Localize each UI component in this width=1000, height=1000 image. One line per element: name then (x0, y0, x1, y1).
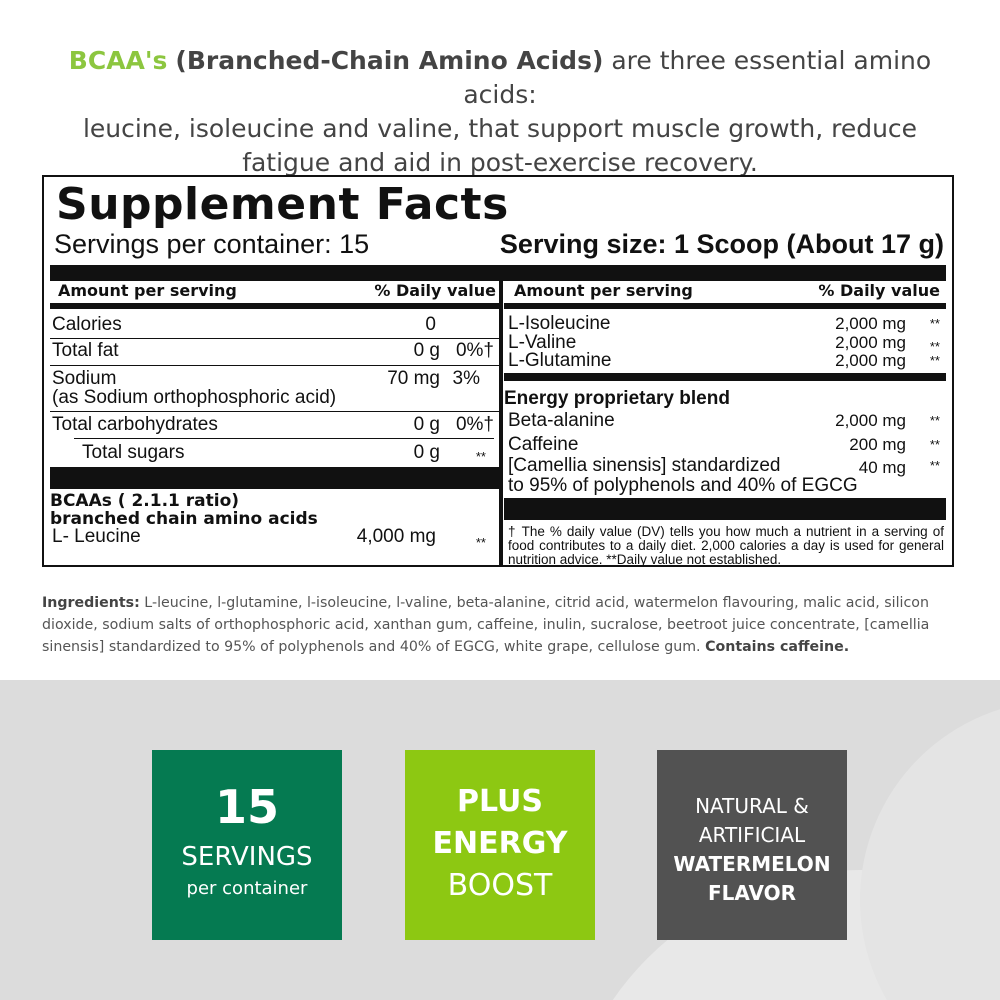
intro-line-1 (40, 44, 960, 112)
caffeine-label: Caffeine (508, 434, 579, 455)
valine-amount: 2,000 mg (835, 333, 906, 352)
header-dv-left: % Daily value (374, 281, 496, 300)
servings-tile (152, 750, 342, 940)
bcaa-title: BCAAs ( 2.1.1 ratio) (50, 491, 240, 511)
glutamine-dv: ** (929, 353, 940, 368)
isoleucine-dv: ** (929, 316, 940, 331)
black-band (504, 498, 946, 520)
valine-label: L-Valine (508, 332, 577, 353)
rule (50, 411, 500, 412)
leucine-amount: 4,000 mg (356, 526, 436, 547)
intro-term: BCAA's (68, 46, 168, 75)
flavor-line-1: NATURAL & (695, 794, 809, 818)
glutamine-label: L-Glutamine (508, 350, 612, 371)
servings-label: SERVINGS (181, 842, 313, 872)
serving-size: Serving size: 1 Scoop (About 17 g) (499, 229, 944, 259)
servings-number: 15 (214, 780, 279, 834)
energy-line-1: PLUS (456, 784, 543, 819)
leucine-label: L- Leucine (52, 526, 141, 547)
sodium-label: Sodium (52, 368, 117, 389)
sodium-sub: (as Sodium orthophosphoric acid) (52, 387, 337, 408)
total-fat-amount: 0 g (413, 340, 440, 361)
valine-dv: ** (929, 339, 940, 354)
sodium-dv: 3% (452, 368, 480, 389)
intro-line-3: fatigue and aid in post-exercise recovery. (242, 148, 758, 177)
facts-right-column (504, 281, 946, 565)
servings-per-container: Servings per container: 15 (54, 229, 370, 259)
facts-left-column (50, 281, 500, 565)
flavor-line-3: WATERMELON (673, 852, 831, 876)
carbs-dv: 0%† (455, 414, 494, 435)
thick-divider (50, 265, 946, 281)
energy-line-3: BOOST (447, 868, 553, 903)
ingredients-list: L-leucine, l-glutamine, l-isoleucine, l-valine, beta-alanine, citrid acid, watermelon flavouring, malic acid, silicon dioxide, sodium salts of orthophosphoric acid, xanthan gum, caffeine, inulin, sucralose, beetroot juice concentrate, [camellia sinensis] standardized to 95% of polyphenols and 40% of EGCG, white grape, cellulose gum. (42, 595, 930, 655)
flavor-tile (657, 750, 847, 940)
header-dv-right: % Daily value (818, 281, 940, 300)
camellia-label: [Camellia sinensis] standardized (508, 455, 781, 476)
camellia-sub: to 95% of polyphenols and 40% of EGCG (508, 475, 858, 496)
camellia-amount: 40 mg (858, 458, 906, 477)
supplement-facts-panel (42, 175, 954, 567)
servings-sub: per container (186, 878, 308, 899)
intro-text (40, 44, 960, 180)
facts-title: Supplement Facts (56, 179, 509, 230)
energy-line-2: ENERGY (432, 826, 568, 861)
header-rule (504, 303, 946, 309)
rule-thick (504, 373, 946, 381)
sodium-amount: 70 mg (387, 368, 440, 389)
total-fat-dv: 0%† (455, 340, 494, 361)
glutamine-amount: 2,000 mg (835, 351, 906, 370)
beta-alanine-label: Beta-alanine (508, 410, 615, 431)
isoleucine-label: L-Isoleucine (508, 313, 611, 334)
intro-line1-rest: are three essential amino acids: (463, 46, 932, 109)
servings-line (54, 229, 944, 263)
blend-title: Energy proprietary blend (504, 388, 730, 409)
rule (50, 365, 500, 366)
carbs-label: Total carbohydrates (52, 414, 218, 435)
sugars-dv: ** (475, 449, 486, 464)
rule (50, 338, 500, 339)
beta-alanine-amount: 2,000 mg (835, 411, 906, 430)
caffeine-dv: ** (929, 437, 940, 452)
header-amount-left: Amount per serving (58, 281, 237, 300)
carbs-amount: 0 g (413, 414, 440, 435)
flavor-line-4: FLAVOR (707, 881, 797, 905)
calories-label: Calories (52, 314, 122, 335)
feature-section (0, 680, 1000, 1000)
black-band (50, 467, 500, 489)
isoleucine-amount: 2,000 mg (835, 314, 906, 333)
total-fat-label: Total fat (52, 340, 119, 361)
footnote: † The % daily value (DV) tells you how much a nutrient in a serving of food contributes to a daily diet. 2,000 calories a day is used for general nutrition advice. **Daily value not established. (508, 524, 944, 567)
camellia-dv: ** (929, 458, 940, 473)
energy-tile (405, 750, 595, 940)
decorative-circle (860, 700, 1000, 1000)
caffeine-amount: 200 mg (849, 435, 906, 454)
ingredients-text (42, 592, 972, 658)
header-rule (50, 303, 500, 309)
ingredients-label: Ingredients: (42, 595, 140, 611)
beta-alanine-dv: ** (929, 413, 940, 428)
intro-line-2: leucine, isoleucine and valine, that support muscle growth, reduce (82, 114, 918, 143)
sugars-label: Total sugars (82, 442, 185, 463)
contains-caffeine: Contains caffeine. (705, 639, 850, 655)
sugars-amount: 0 g (413, 442, 440, 463)
header-amount-right: Amount per serving (514, 281, 693, 300)
leucine-dv: ** (475, 535, 486, 550)
rule (74, 438, 494, 439)
calories-amount: 0 (425, 314, 436, 335)
intro-expansion: (Branched-Chain Amino Acids) (175, 46, 604, 75)
bcaa-subtitle: branched chain amino acids (50, 509, 318, 529)
flavor-line-2: ARTIFICIAL (698, 823, 806, 847)
